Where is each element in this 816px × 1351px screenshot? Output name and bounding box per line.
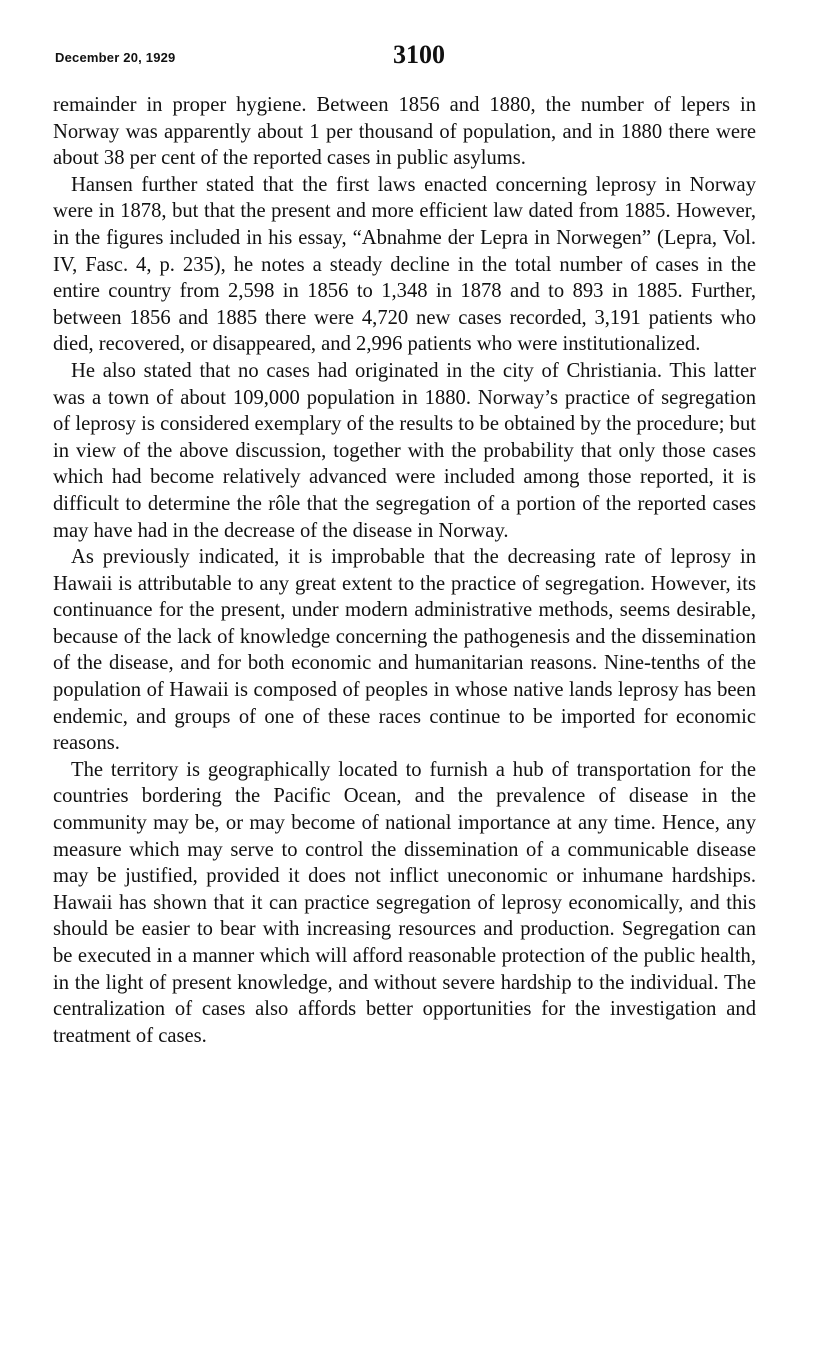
paragraph-2: Hansen further stated that the first laws enacted concerning leprosy in Norway were in 1878, but that the present and more efficient law dated from 1885. However, in the figures included in his essay, “Abnahme der Lepra in Norwegen” (Lepra, Vol. IV, Fasc. 4, p. 235), he notes a steady decline in the total number of cases in the entire country from 2,598 in 1856 to 1,348 in 1878 and to 893 in 1885. Further, between 1856 and 1885 there were 4,720 new cases recorded, 3,191 patients who died, recovered, or disappeared, and 2,996 patients who were institutionalized. bbox=[53, 173, 756, 356]
paragraph-3: He also stated that no cases had originated in the city of Christiania. This latter was a town of about 109,000 population in 1880. Norway’s practice of segregation of leprosy is considered exemplary of the results to be obtained by the procedure; but in view of the above discussion, together with the probability that only those cases which had become relatively advanced were included among those reported, it is difficult to determine the rôle that the segregation of a portion of the reported cases may have had in the decrease of the disease in Norway. bbox=[53, 359, 756, 542]
paragraph-1: remainder in proper hygiene. Between 1856 and 1880, the number of lepers in Norway was apparently about 1 per thousand of population, and in 1880 there were about 38 per cent of the reported cases in public asylums. bbox=[53, 94, 756, 170]
page-header bbox=[55, 40, 756, 70]
article-body bbox=[53, 92, 756, 1049]
issue-date: December 20, 1929 bbox=[55, 50, 176, 65]
paragraph-5: The territory is geographically located to furnish a hub of transportation for the countries bordering the Pacific Ocean, and the prevalence of disease in the community may be, or may become of national importance at any time. Hence, any measure which may serve to control the dissemination of a communicable disease may be justified, provided it does not inflict uneconomic or inhumane hardships. Hawaii has shown that it can practice segregation of leprosy economically, and this should be easier to bear with increasing resources and production. Segregation can be executed in a manner which will afford reasonable protection of the public health, in the light of present knowledge, and without severe hardship to the individual. The centralization of cases also affords better opportunities for the investigation and treatment of cases. bbox=[53, 758, 756, 1047]
page-number: 3100 bbox=[393, 40, 445, 69]
paragraph-4: As previously indicated, it is improbable that the decreasing rate of leprosy in Hawaii is attributable to any great extent to the practice of segregation. However, its continuance for the present, under modern administrative methods, seems desirable, because of the lack of knowledge concerning the pathogenesis and the dissemination of the disease, and for both economic and humanitarian reasons. Nine-tenths of the population of Hawaii is composed of peoples in whose native lands leprosy has been endemic, and groups of one of these races continue to be imported for economic reasons. bbox=[53, 546, 756, 755]
